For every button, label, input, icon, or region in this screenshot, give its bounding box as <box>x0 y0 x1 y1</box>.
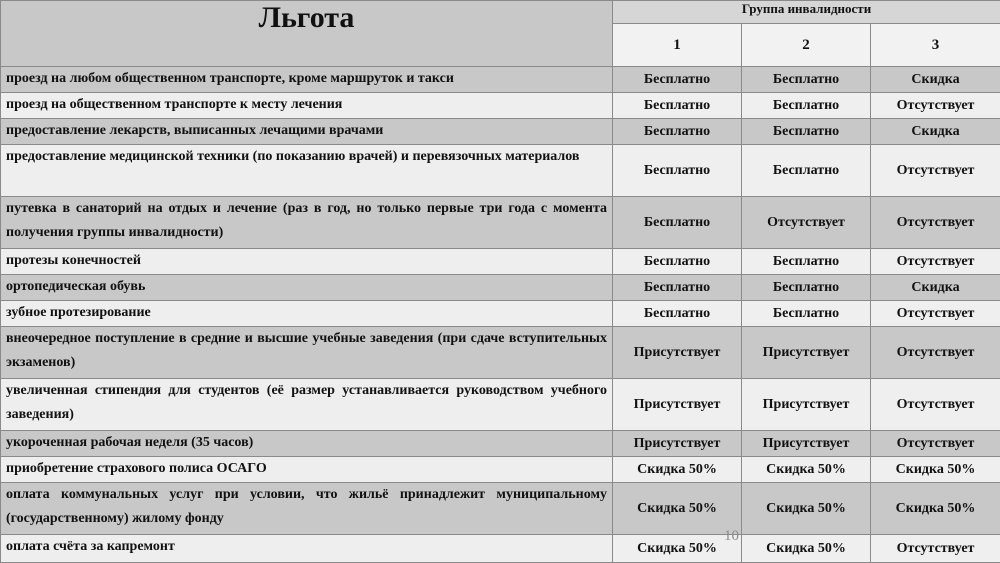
group-1-value: Бесплатно <box>613 197 742 249</box>
group-1-value: Бесплатно <box>613 119 742 145</box>
table-row <box>1 301 1000 327</box>
table-row <box>1 93 1000 119</box>
group-2-value: Бесплатно <box>742 249 871 275</box>
group-3-value: Отсутствует <box>871 145 1000 197</box>
group-2-value: Бесплатно <box>742 145 871 197</box>
group-3-value: Отсутствует <box>871 327 1000 379</box>
group-1-value: Бесплатно <box>613 93 742 119</box>
benefit-cell: предоставление медицинской техники (по показанию врачей) и перевязочных материалов <box>1 145 613 197</box>
group-3-value: Отсутствует <box>871 197 1000 249</box>
table-row <box>1 457 1000 483</box>
group-1-value: Бесплатно <box>613 67 742 93</box>
group-3-value: Отсутствует <box>871 535 1000 563</box>
group-2-value: Скидка 50% <box>742 535 871 563</box>
benefit-cell: приобретение страхового полиса ОСАГО <box>1 457 613 483</box>
group-2-value: Присутствует <box>742 379 871 431</box>
disability-group-header: Группа инвалидности <box>613 1 1000 24</box>
benefit-cell: увеличенная стипендия для студентов (её размер устанавливается руководством учебного заведения) <box>1 379 613 431</box>
group-3-value: Скидка <box>871 119 1000 145</box>
group-1-value: Присутствует <box>613 327 742 379</box>
benefit-cell: протезы конечностей <box>1 249 613 275</box>
group-2-value: Скидка 50% <box>742 483 871 535</box>
table-row <box>1 249 1000 275</box>
group-1-value: Скидка 50% <box>613 483 742 535</box>
group-3-value: Скидка <box>871 67 1000 93</box>
page-number: 10 <box>724 528 739 544</box>
group-3-value: Отсутствует <box>871 431 1000 457</box>
group-1-value: Скидка 50% <box>613 457 742 483</box>
benefit-column-header: Льгота <box>1 1 613 67</box>
group-3-value: Скидка 50% <box>871 457 1000 483</box>
header-row-top <box>1 1 1000 24</box>
benefit-cell: ортопедическая обувь <box>1 275 613 301</box>
group-1-value: Скидка 50% <box>613 535 742 563</box>
group-1-value: Присутствует <box>613 379 742 431</box>
group-2-value: Бесплатно <box>742 67 871 93</box>
group-1-value: Бесплатно <box>613 249 742 275</box>
group-2-value: Отсутствует <box>742 197 871 249</box>
group-3-value: Отсутствует <box>871 93 1000 119</box>
table-row <box>1 145 1000 197</box>
benefit-cell: укороченная рабочая неделя (35 часов) <box>1 431 613 457</box>
table-row <box>1 275 1000 301</box>
group-3-header: 3 <box>871 24 1000 67</box>
benefit-cell: оплата коммунальных услуг при условии, что жильё принадлежит муниципальному (государственному) жилому фонду <box>1 483 613 535</box>
group-3-value: Скидка <box>871 275 1000 301</box>
group-2-value: Бесплатно <box>742 301 871 327</box>
group-2-value: Скидка 50% <box>742 457 871 483</box>
group-1-value: Бесплатно <box>613 275 742 301</box>
benefit-cell: путевка в санаторий на отдых и лечение (раз в год, но только первые три года с момента получения группы инвалидности) <box>1 197 613 249</box>
group-1-value: Присутствует <box>613 431 742 457</box>
table-row <box>1 327 1000 379</box>
benefit-cell: предоставление лекарств, выписанных лечащими врачами <box>1 119 613 145</box>
table-row <box>1 197 1000 249</box>
benefit-cell: зубное протезирование <box>1 301 613 327</box>
table-row <box>1 379 1000 431</box>
group-1-value: Бесплатно <box>613 301 742 327</box>
group-3-value: Отсутствует <box>871 249 1000 275</box>
table-row <box>1 119 1000 145</box>
group-2-value: Присутствует <box>742 327 871 379</box>
group-3-value: Скидка 50% <box>871 483 1000 535</box>
group-1-value: Бесплатно <box>613 145 742 197</box>
table-row <box>1 431 1000 457</box>
group-2-value: Бесплатно <box>742 275 871 301</box>
group-3-value: Отсутствует <box>871 301 1000 327</box>
benefit-cell: внеочередное поступление в средние и высшие учебные заведения (при сдаче вступительных экзаменов) <box>1 327 613 379</box>
table-row <box>1 483 1000 535</box>
benefit-cell: оплата счёта за капремонт <box>1 535 613 563</box>
group-1-header: 1 <box>613 24 742 67</box>
group-2-header: 2 <box>742 24 871 67</box>
table-row <box>1 67 1000 93</box>
benefit-cell: проезд на общественном транспорте к месту лечения <box>1 93 613 119</box>
group-2-value: Бесплатно <box>742 119 871 145</box>
table-row <box>1 535 1000 563</box>
group-2-value: Бесплатно <box>742 93 871 119</box>
group-3-value: Отсутствует <box>871 379 1000 431</box>
group-2-value: Присутствует <box>742 431 871 457</box>
benefit-cell: проезд на любом общественном транспорте, кроме маршруток и такси <box>1 67 613 93</box>
